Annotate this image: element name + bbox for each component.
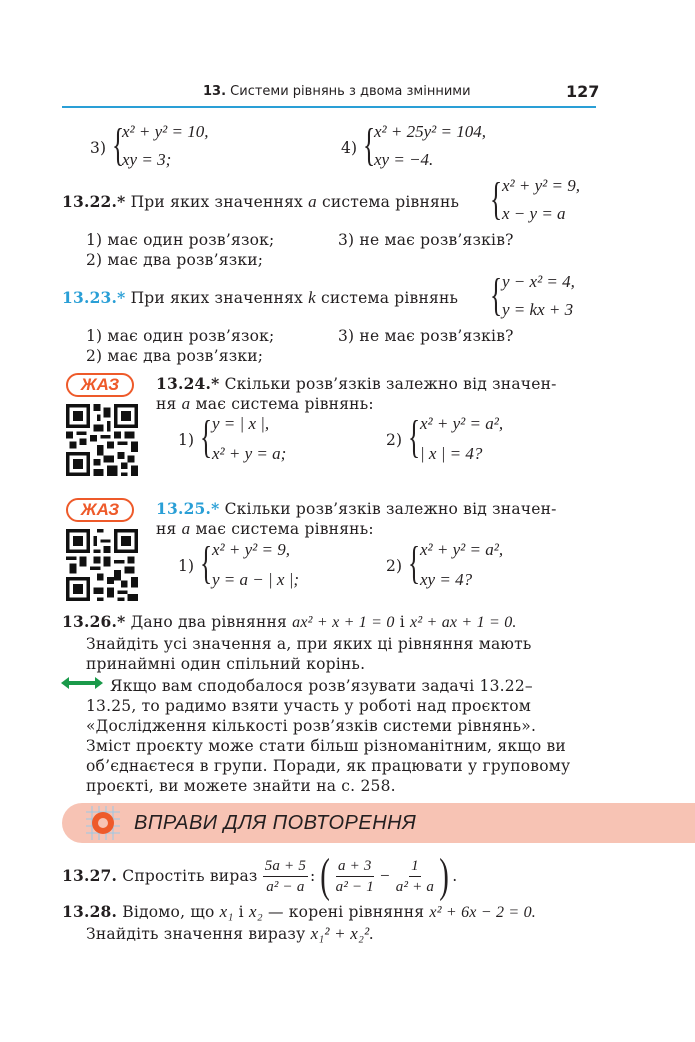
problem-13-25-s2-brace: { (408, 537, 421, 588)
fraction-3-numerator: 1 (409, 856, 421, 877)
problem-13-23-text2: система рівнянь (321, 289, 459, 307)
problem-13-25-s1-eq2: y = a − | x |; (212, 570, 300, 589)
problem-13-23-brace: { (490, 269, 503, 320)
problem-13-25-line2 (156, 519, 374, 539)
qr-code-13-24-icon[interactable] (66, 404, 138, 476)
problem-13-25-s1-brace: { (200, 537, 213, 588)
problem-13-26-text1: Дано два рівняння (130, 613, 288, 631)
problem-13-24-line2 (156, 394, 374, 414)
problem-13-27-text: Спростіть вираз (122, 867, 258, 885)
problem-13-24-text2a: ня (156, 395, 177, 413)
problem-13-22-var: a (308, 192, 317, 211)
page-number: 127 (566, 82, 600, 101)
fraction-2-denominator: a² − 1 (335, 878, 374, 895)
problem-13-25-s2-label: 2) (386, 557, 403, 575)
problem-13-24-s1-eq2: x² + y = a; (212, 444, 287, 463)
sys3-eq1: x² + y² = 10, (122, 122, 209, 141)
problem-13-24-s2-brace: { (408, 411, 421, 462)
sys4-label: 4) (341, 139, 358, 157)
colon-sign: : (310, 867, 316, 885)
section-number: 13. (203, 84, 227, 99)
problem-13-23-eq2: y = kx + 3 (502, 300, 574, 319)
header-rule (62, 106, 596, 108)
sys3-brace: { (112, 119, 125, 170)
problem-13-28-x2: x₂ (248, 902, 263, 921)
left-paren: ( (320, 849, 331, 902)
project-line1: Якщо вам сподобалося розв’язувати задачі 13.22– (110, 677, 533, 695)
problem-13-28-number: 13.28. (62, 902, 118, 921)
problem-13-25-line1 (156, 499, 557, 519)
problem-13-25-var: a (181, 519, 191, 538)
sys4-eq2: xy = −4. (374, 150, 434, 169)
problem-13-26-and: і (399, 613, 405, 631)
problem-13-25-text2b: має система рівнянь: (195, 520, 374, 538)
project-line3: «Дослідження кількості розв’язків системи рівнянь». (86, 717, 537, 735)
project-line2: 13.25, то радимо взяти участь у роботі над проєктом (86, 697, 532, 715)
problem-13-26-eqA: ax² + x + 1 = 0 (292, 614, 395, 631)
fraction-1 (263, 856, 308, 897)
problem-13-24-s1-eq1: y = | x |, (212, 414, 270, 433)
problem-13-23-opt1: 1) має один розв’язок; (86, 327, 275, 345)
problem-13-24-var: a (181, 394, 191, 413)
qr-code-13-25-icon[interactable] (66, 529, 138, 601)
problem-13-23-opt3: 3) не має розв’язків? (338, 327, 514, 345)
problem-13-28-x1: x₁ (219, 902, 234, 921)
problem-13-26-line2: Знайдіть усі значення a, при яких ці рівняння мають (86, 635, 532, 653)
problem-13-22-statement (62, 192, 459, 212)
problem-13-26-eqB: x² + ax + 1 = 0. (410, 614, 517, 631)
fraction-1-numerator: 5a + 5 (263, 856, 308, 877)
problem-13-28-line1 (62, 902, 536, 923)
problem-13-28-expr: x₁² + x₂². (310, 924, 374, 943)
problem-13-25-s2-eq1: x² + y² = a², (420, 540, 504, 559)
problem-13-22-number: 13.22.* (62, 192, 126, 211)
running-header (203, 84, 471, 99)
problem-13-26-line1 (62, 612, 517, 633)
fraction-1-denominator: a² − a (266, 878, 305, 895)
project-line4: Зміст проєкту може стати більш різноманітним, якщо ви (86, 737, 566, 755)
problem-13-24-s1-brace: { (200, 411, 213, 462)
problem-13-23-var: k (308, 288, 316, 307)
problem-13-23-eq1: y − x² = 4, (502, 272, 575, 291)
problem-13-28-and: і (238, 903, 244, 921)
repeat-exercises-icon (84, 804, 122, 842)
problem-13-22-eq2: x − y = a (502, 204, 566, 223)
problem-13-25-s2-eq2: xy = 4? (420, 570, 473, 589)
project-line6: проєкті, ви можете знайти на с. 258. (86, 777, 396, 795)
double-arrow-icon (60, 676, 104, 690)
problem-13-28-eq: x² + 6x − 2 = 0. (429, 904, 536, 921)
problem-13-22-text2: система рівнянь (321, 193, 460, 211)
zhaz-badge-13-25[interactable]: ЖАЗ (66, 498, 134, 522)
problem-13-25-number: 13.25.* (156, 499, 220, 518)
problem-13-22-text: При яких значеннях (130, 193, 303, 211)
fraction-3-denominator: a² + a (395, 878, 435, 895)
sys3-label: 3) (90, 139, 107, 157)
problem-13-23-statement (62, 288, 458, 308)
problem-13-25-s1-eq1: x² + y² = 9, (212, 540, 290, 559)
problem-13-24-text2b: має система рівнянь: (195, 395, 374, 413)
problem-13-24-text1: Скільки розв’язків залежно від значен- (224, 375, 557, 393)
right-paren: ) (439, 849, 450, 902)
sys3-eq2: xy = 3; (122, 150, 172, 169)
problem-13-28-text2: — корені рівняння (267, 903, 425, 921)
problem-13-23-number: 13.23.* (62, 288, 126, 307)
problem-13-22-opt2: 2) має два розв’язки; (86, 251, 264, 269)
banner-title: ВПРАВИ ДЛЯ ПОВТОРЕННЯ (134, 812, 417, 834)
problem-13-24-s2-label: 2) (386, 431, 403, 449)
problem-13-27-end: . (452, 867, 458, 885)
problem-13-26-number: 13.26.* (62, 612, 126, 631)
project-line5: об’єднаєтеся в групи. Поради, як працювати у груповому (86, 757, 571, 775)
problem-13-24-number: 13.24.* (156, 374, 220, 393)
sys4-brace: { (363, 119, 376, 170)
problem-13-24-line1 (156, 374, 557, 394)
problem-13-23-opt2: 2) має два розв’язки; (86, 347, 264, 365)
problem-13-24-s2-eq1: x² + y² = a², (420, 414, 504, 433)
minus-sign: − (379, 866, 390, 885)
problem-13-25-text2a: ня (156, 520, 177, 538)
problem-13-25-text1: Скільки розв’язків залежно від значен- (224, 500, 557, 518)
problem-13-27 (62, 849, 458, 902)
fraction-2-numerator: a + 3 (336, 856, 374, 877)
problem-13-22-opt3: 3) не має розв’язків? (338, 231, 514, 249)
zhaz-badge-13-24[interactable]: ЖАЗ (66, 373, 134, 397)
sys4-eq1: x² + 25y² = 104, (374, 122, 486, 141)
problem-13-26-line3: принаймні один спільний корінь. (86, 655, 366, 673)
fraction-2 (334, 856, 376, 897)
fraction-3 (394, 856, 436, 897)
problem-13-22-eq1: x² + y² = 9, (502, 176, 580, 195)
problem-13-25-s1-label: 1) (178, 557, 195, 575)
problem-13-24-s2-eq2: | x | = 4? (420, 444, 483, 463)
problem-13-22-brace: { (490, 173, 503, 224)
problem-13-22-opt1: 1) має один розв’язок; (86, 231, 275, 249)
problem-13-23-text: При яких значеннях (130, 289, 303, 307)
problem-13-24-s1-label: 1) (178, 431, 195, 449)
problem-13-28-text1: Відомо, що (122, 903, 215, 921)
problem-13-28-text3: Знайдіть значення виразу (86, 925, 306, 943)
problem-13-28-line2 (86, 924, 374, 944)
section-title: Системи рівнянь з двома змінними (230, 84, 471, 99)
problem-13-27-number: 13.27. (62, 866, 118, 885)
